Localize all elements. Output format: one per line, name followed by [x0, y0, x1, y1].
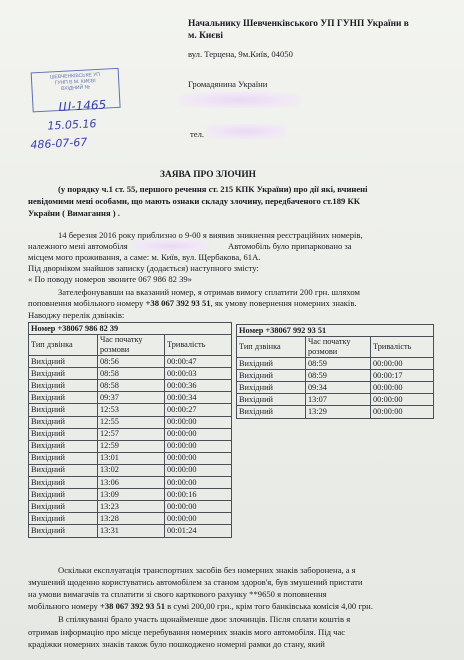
table-row: [29, 392, 232, 404]
cell-type: Вихідний: [29, 404, 98, 416]
cell-time: 09:34: [306, 382, 371, 394]
cell-duration: 00:00:00: [165, 464, 232, 476]
table-row: [237, 406, 434, 418]
cell-type: Вихідний: [29, 452, 98, 464]
redacted-car: [132, 240, 210, 252]
table-right-body: [237, 358, 434, 418]
table-row: [29, 513, 232, 525]
registration-stamp: [31, 68, 128, 165]
table-row: [29, 525, 232, 537]
cell-duration: 00:00:00: [371, 406, 434, 418]
phone-label: тел.: [190, 129, 205, 139]
cell-time: 08:58: [98, 368, 165, 380]
table-right-header-duration: Тривалість: [371, 337, 434, 358]
footer-line-3: на умови вимагачів та сплатити зі свого карткового рахунку **9650 я поповнення: [28, 589, 327, 599]
cell-type: Вихідний: [237, 358, 306, 370]
addressee-line-2: м. Києві: [188, 31, 223, 41]
redacted-name: [180, 92, 300, 108]
cell-duration: 00:00:00: [165, 513, 232, 525]
cell-type: Вихідний: [29, 525, 98, 537]
body-line-5: « По поводу номеров звоните 067 986 82 39»: [28, 274, 192, 284]
cell-time: 12:55: [98, 416, 165, 428]
table-left-header-time: Час початку розмови: [98, 335, 165, 356]
table-row: [237, 394, 434, 406]
table-row: [29, 489, 232, 501]
table-right-header-type: Тип дзвінка: [237, 337, 306, 358]
handwritten-date: 15.05.16: [47, 117, 97, 133]
cell-type: Вихідний: [29, 380, 98, 392]
cell-time: 12:59: [98, 440, 165, 452]
redacted-phone: [206, 124, 286, 139]
cell-type: Вихідний: [29, 489, 98, 501]
footer-line-5: В спілкуванні брало участь щонайменше двоє злочинців. Після сплати коштів я: [58, 614, 351, 624]
cell-type: Вихідний: [29, 428, 98, 440]
body-line-4: Під дворніком знайшов записку (додається) наступного змісту:: [28, 263, 259, 273]
table-row: [29, 440, 232, 452]
cell-time: 12:53: [98, 404, 165, 416]
cell-type: Вихідний: [237, 370, 306, 382]
footer-line-1: Оскільки експлуатація транспортних засобів без номерних знаків заборонена, а я: [58, 565, 356, 575]
stamp-text-1: ШЕВЧЕНКІВСЬКЕ УП: [49, 71, 101, 81]
cell-time: 13:09: [98, 489, 165, 501]
footer-line-4: мобільного номеру +38 067 392 93 51 в сумі 200,00 грн., крім того банківська комісія 4,00 грн.: [28, 601, 373, 611]
cell-type: Вихідний: [29, 477, 98, 489]
subtitle-line-1: (у порядку ч.1 ст. 55, першого речення ст. 215 КПК України) про дії які, вчинені: [58, 184, 368, 194]
subtitle-line-2: невідомими мені особами, що мають ознаки складу злочину, передбаченого ст.189 КК: [28, 196, 360, 206]
cell-duration: 00:00:27: [165, 404, 232, 416]
cell-type: Вихідний: [29, 392, 98, 404]
cell-type: Вихідний: [237, 394, 306, 406]
cell-duration: 00:00:00: [165, 452, 232, 464]
cell-type: Вихідний: [29, 368, 98, 380]
cell-time: 08:56: [98, 356, 165, 368]
cell-duration: 00:00:00: [371, 394, 434, 406]
cell-time: 08:59: [306, 358, 371, 370]
calls-table-left: [28, 322, 232, 538]
footer-line-2: змушений щоденно користуватись автомобілем за станом здоров'я, був змушений пристати: [28, 577, 363, 587]
footer-line-6: отримав інформацію про місце перебування номерних знаків мого автомобіля. Під час: [28, 627, 346, 637]
table-left-header-duration: Тривалість: [165, 335, 232, 356]
cell-duration: 00:00:36: [165, 380, 232, 392]
table-row: [237, 370, 434, 382]
cell-time: 08:59: [306, 370, 371, 382]
cell-time: 13:29: [306, 406, 371, 418]
table-row: [29, 380, 232, 392]
table-left-body: [29, 356, 232, 537]
table-right-number: Номер +38067 992 93 51: [237, 325, 434, 337]
body-line-2b: Автомобіль було припарковано за: [228, 241, 352, 251]
cell-duration: 00:00:03: [165, 368, 232, 380]
cell-duration: 00:00:00: [371, 358, 434, 370]
cell-duration: 00:00:00: [165, 428, 232, 440]
addressee-line-1: Начальнику Шевченківського УП ГУНП України в: [188, 19, 409, 29]
cell-type: Вихідний: [237, 382, 306, 394]
cell-time: 13:28: [98, 513, 165, 525]
cell-type: Вихідний: [29, 464, 98, 476]
cell-time: 12:57: [98, 428, 165, 440]
calls-table-right: [236, 324, 434, 419]
table-right-header-time: Час початку розмови: [306, 337, 371, 358]
addressee-address: вул. Терцена, 9м.Київ, 04050: [188, 49, 293, 59]
calls-list-label: Наводжу перелік дзвінків:: [28, 310, 125, 320]
cell-time: 13:01: [98, 452, 165, 464]
cell-type: Вихідний: [29, 513, 98, 525]
cell-time: 13:02: [98, 464, 165, 476]
handwritten-code: 486-07-67: [30, 135, 88, 152]
stamp-text-2: ГУНП В М. КИЄВІ: [54, 78, 96, 87]
cell-type: Вихідний: [29, 440, 98, 452]
cell-type: Вихідний: [29, 416, 98, 428]
body-line-7: поповнення мобільного номеру +38 067 392 93 51, як умову повернення номерних знаків.: [28, 298, 357, 308]
cell-time: 13:31: [98, 525, 165, 537]
subtitle-line-3: України ( Вимагання ) .: [28, 208, 120, 218]
table-row: [29, 452, 232, 464]
cell-duration: 00:00:34: [165, 392, 232, 404]
footer-line-7: крадіжки номерних знаків також було пошкоджено номерні рамки до стану, який: [28, 639, 325, 649]
sender-label: Громадянина України: [188, 79, 268, 89]
cell-duration: 00:00:00: [165, 477, 232, 489]
handwritten-registration-number: Ш-1465: [58, 97, 107, 115]
cell-duration: 00:00:16: [165, 489, 232, 501]
cell-duration: 00:00:00: [165, 440, 232, 452]
table-row: [29, 501, 232, 513]
body-line-2a: належного мені автомобіля: [28, 241, 128, 251]
cell-time: 13:23: [98, 501, 165, 513]
table-left-number: Номер +38067 986 82 39: [29, 323, 232, 335]
cell-time: 09:37: [98, 392, 165, 404]
table-row: [29, 356, 232, 368]
cell-duration: 00:01:24: [165, 525, 232, 537]
cell-duration: 00:00:00: [165, 416, 232, 428]
document-title: ЗАЯВА ПРО ЗЛОЧИН: [160, 170, 256, 180]
cell-type: Вихідний: [29, 356, 98, 368]
cell-time: 13:06: [98, 477, 165, 489]
cell-time: 08:58: [98, 380, 165, 392]
body-line-6: Зателефонувавши на вказаний номер, я отримав вимогу сплатити 200 грн. шляхом: [58, 287, 360, 297]
cell-duration: 00:00:17: [371, 370, 434, 382]
cell-type: Вихідний: [237, 406, 306, 418]
table-row: [29, 404, 232, 416]
table-row: [237, 382, 434, 394]
stamp-text-3: ВХІДНИЙ №: [61, 84, 91, 92]
body-line-3: місцем мого проживання, а саме: м. Київ, вул. Щербакова, 61А.: [28, 252, 261, 262]
cell-type: Вихідний: [29, 501, 98, 513]
cell-time: 13:07: [306, 394, 371, 406]
table-row: [29, 368, 232, 380]
body-line-1: 14 березня 2016 року приблизно о 9-00 я виявив зникнення реєстраційних номерів,: [58, 230, 363, 240]
table-row: [29, 416, 232, 428]
cell-duration: 00:00:47: [165, 356, 232, 368]
table-row: [237, 358, 434, 370]
table-row: [29, 464, 232, 476]
table-left-header-type: Тип дзвінка: [29, 335, 98, 356]
cell-duration: 00:00:00: [165, 501, 232, 513]
cell-duration: 00:00:00: [371, 382, 434, 394]
table-row: [29, 477, 232, 489]
table-row: [29, 428, 232, 440]
